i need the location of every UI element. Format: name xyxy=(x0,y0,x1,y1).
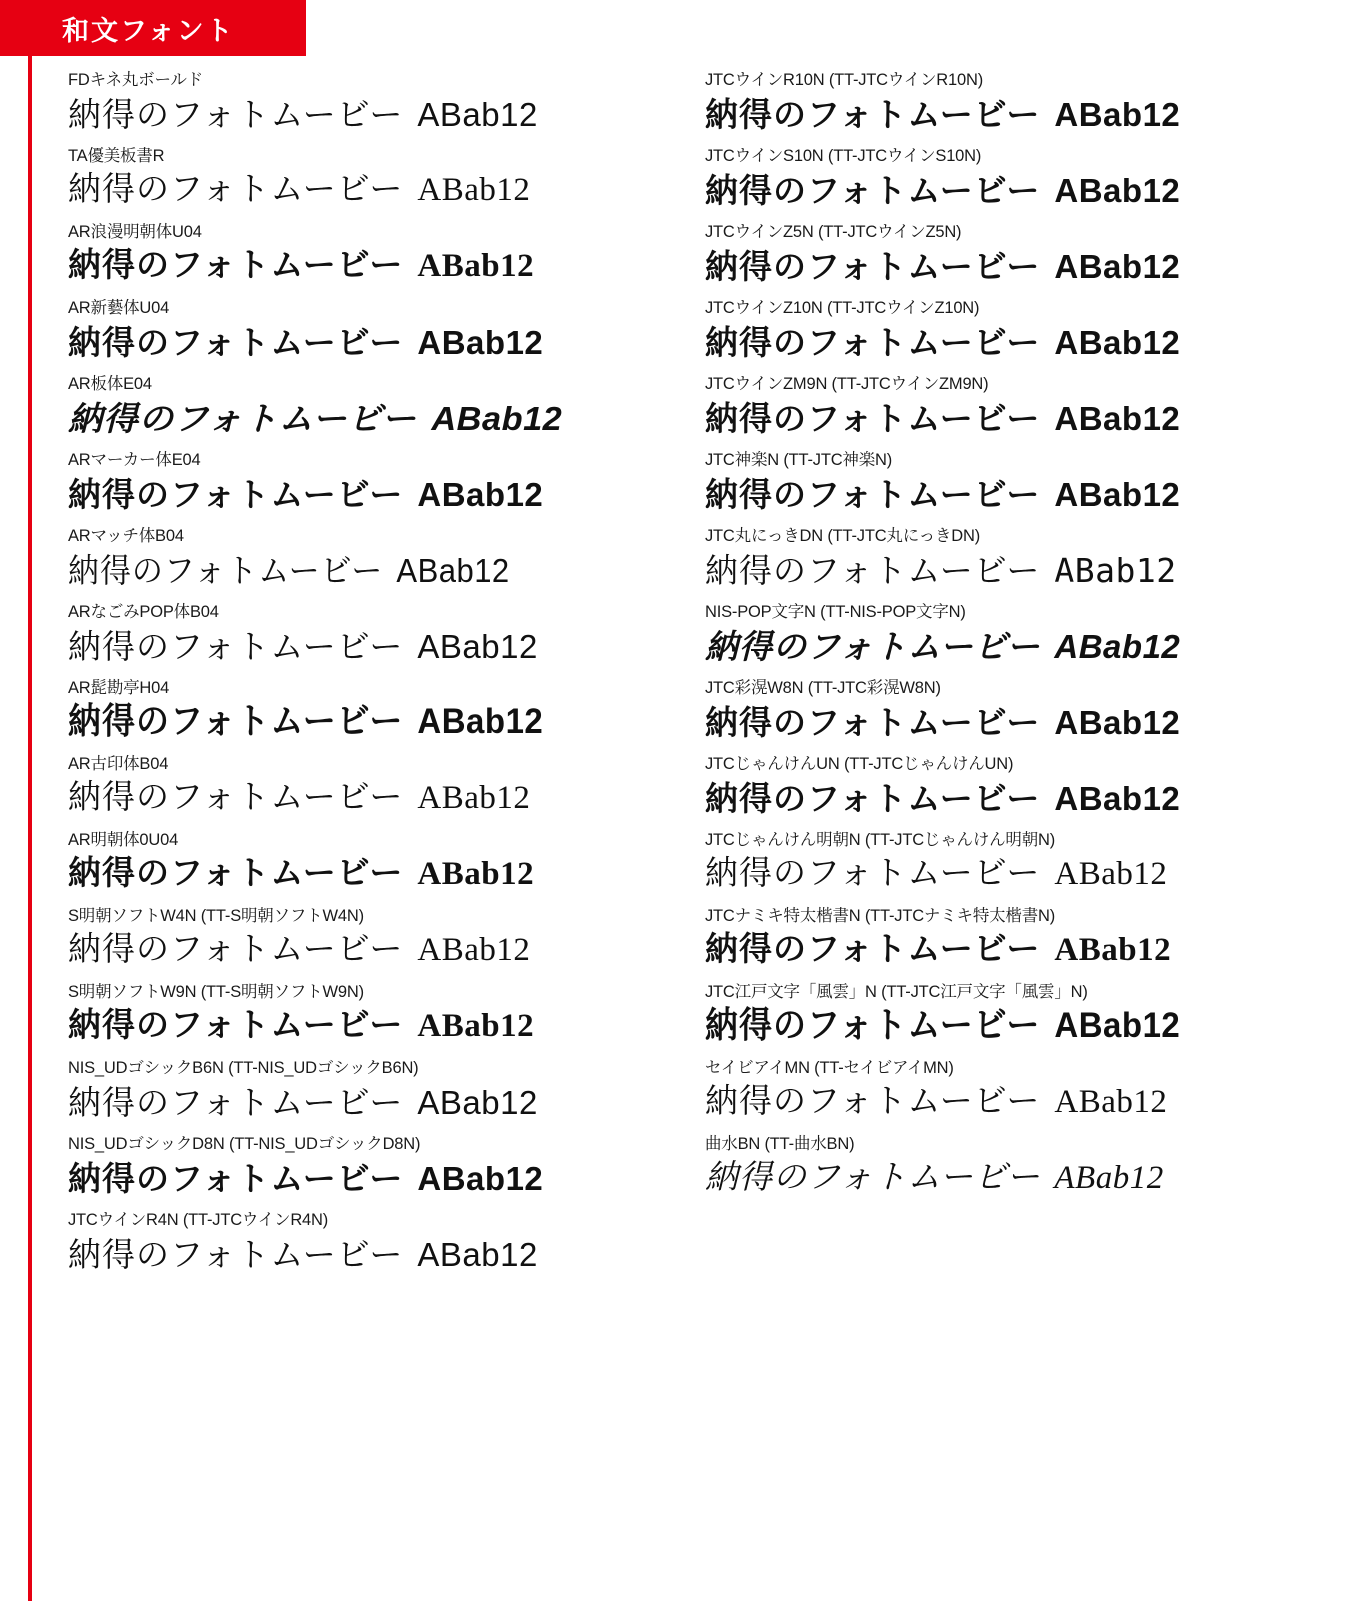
font-sample-entry xyxy=(705,982,1310,1049)
font-name-label: JTC神楽N (TT-JTC神楽N) xyxy=(705,450,893,469)
sample-japanese: 納得のフォトムービー xyxy=(68,1160,404,1198)
font-name-label: JTCナミキ特太楷書N (TT-JTCナミキ特太楷書N) xyxy=(705,906,1056,925)
sample-latin: ABab12 xyxy=(1054,628,1181,666)
font-sample-entry xyxy=(705,374,1310,441)
sample-latin: ABab12 xyxy=(417,172,531,209)
font-name-label: JTC丸にっきDN (TT-JTC丸にっきDN) xyxy=(705,526,981,545)
sample-latin: ABab12 xyxy=(396,552,510,590)
font-sample-entry xyxy=(705,70,1310,137)
font-name-label: S明朝ソフトW9N (TT-S明朝ソフトW9N) xyxy=(68,982,364,1001)
sample-japanese: 納得のフォトムービー xyxy=(68,932,404,969)
sample-japanese: 納得のフォトムービー xyxy=(705,1005,1041,1045)
font-column-right xyxy=(655,70,1310,1286)
sample-latin: ABab12 xyxy=(417,1084,538,1122)
font-name-label: JTC江戸文字「風雲」N (TT-JTC江戸文字「風雲」N) xyxy=(705,982,1088,1001)
sample-latin: ABab12 xyxy=(417,1160,544,1198)
font-sample-entry xyxy=(68,982,655,1049)
sample-latin: ABab12 xyxy=(1054,172,1181,210)
sample-latin: ABab12 xyxy=(417,324,544,362)
sample-japanese: 納得のフォトムービー xyxy=(705,856,1041,893)
sample-japanese: 納得のフォトムービー xyxy=(705,628,1041,666)
font-name-label: JTCウインZM9N (TT-JTCウインZM9N) xyxy=(705,374,989,393)
font-sample-entry xyxy=(68,830,655,897)
font-sample-entry xyxy=(68,1134,655,1201)
sample-japanese: 納得のフォトムービー xyxy=(68,552,384,590)
font-name-label: ARマッチ体B04 xyxy=(68,526,184,545)
font-sample-entry xyxy=(705,602,1310,669)
font-name-label: JTCウインZ5N (TT-JTCウインZ5N) xyxy=(705,222,962,241)
font-name-label: FDキネ丸ボールド xyxy=(68,71,204,89)
font-name-label: 曲水BN (TT-曲水BN) xyxy=(705,1134,855,1153)
sample-latin: ABab12 xyxy=(1054,248,1181,286)
font-sample-text xyxy=(705,473,1310,517)
font-sample-text xyxy=(68,1081,655,1125)
font-name-label: JTCウインZ10N (TT-JTCウインZ10N) xyxy=(705,298,980,317)
font-sample-text xyxy=(68,169,655,213)
sample-japanese: 納得のフォトムービー xyxy=(68,172,404,209)
section-header-label: 和文フォント xyxy=(62,15,235,46)
sample-japanese: 納得のフォトムービー xyxy=(705,1084,1041,1121)
font-name-label: JTCウインR4N (TT-JTCウインR4N) xyxy=(68,1210,329,1229)
font-sample-entry xyxy=(705,906,1310,973)
font-sample-text xyxy=(68,777,655,821)
sample-japanese: 納得のフォトムービー xyxy=(705,1160,1041,1197)
font-sample-entry xyxy=(68,70,655,137)
font-sample-text xyxy=(68,1233,655,1277)
font-name-label: NIS_UDゴシックD8N (TT-NIS_UDゴシックD8N) xyxy=(68,1134,421,1153)
font-sample-entry xyxy=(705,830,1310,897)
sample-japanese: 納得のフォトムービー xyxy=(705,476,1041,514)
font-sample-text xyxy=(68,397,562,441)
sample-latin: ABab12 xyxy=(1054,856,1168,893)
font-sample-text xyxy=(705,245,1310,289)
font-sample-entry xyxy=(705,450,1310,517)
sample-japanese: 納得のフォトムービー xyxy=(68,248,404,285)
sample-latin: ABab12 xyxy=(1054,780,1181,818)
sample-latin: ABab12 xyxy=(417,96,538,134)
sample-latin: ABab12 xyxy=(417,628,538,666)
font-name-label: JTCじゃんけんUN (TT-JTCじゃんけんUN) xyxy=(705,754,1014,773)
font-sample-text xyxy=(705,397,1310,441)
font-sample-entry xyxy=(68,906,655,973)
sample-japanese: 納得のフォトムービー xyxy=(705,704,1041,742)
font-sample-entry xyxy=(705,1058,1310,1125)
font-sample-entry xyxy=(705,526,1310,593)
font-sample-entry xyxy=(68,1058,655,1125)
sample-japanese: 納得のフォトムービー xyxy=(705,324,1041,362)
sample-latin: ABab12 xyxy=(417,780,531,817)
font-sample-text xyxy=(705,1002,1180,1049)
sample-japanese: 納得のフォトムービー xyxy=(705,248,1041,286)
font-sample-text xyxy=(68,625,655,669)
font-sample-entry xyxy=(68,146,655,213)
font-name-label: ARなごみPOP体B04 xyxy=(68,602,219,621)
font-sample-text xyxy=(68,93,655,137)
sample-latin: ABab12 xyxy=(1054,400,1181,438)
sample-japanese: 納得のフォトムービー xyxy=(705,172,1041,210)
font-sample-entry xyxy=(68,678,655,745)
sample-japanese: 納得のフォトムービー xyxy=(68,96,404,134)
font-sample-text xyxy=(68,245,655,289)
font-name-label: JTCウインS10N (TT-JTCウインS10N) xyxy=(705,146,982,165)
sample-latin: ABab12 xyxy=(417,1236,538,1274)
section-header-tag xyxy=(0,0,306,56)
font-name-label: NIS-POP文字N (TT-NIS-POP文字N) xyxy=(705,602,966,621)
font-sample-columns xyxy=(0,70,1360,1286)
sample-latin: ABab12 xyxy=(417,932,531,969)
font-name-label: JTCウインR10N (TT-JTCウインR10N) xyxy=(705,71,983,89)
font-sample-text xyxy=(705,1081,1310,1125)
font-sample-text xyxy=(68,549,510,593)
font-name-label: AR板体E04 xyxy=(68,374,152,393)
sample-japanese: 納得のフォトムービー xyxy=(705,932,1041,969)
sample-latin: ABab12 xyxy=(1054,704,1181,742)
sample-japanese: 納得のフォトムービー xyxy=(705,96,1041,134)
font-sample-text xyxy=(705,853,1310,897)
sample-latin: ABab12 xyxy=(1054,1084,1168,1121)
sample-japanese: 納得のフォトムービー xyxy=(68,1084,404,1122)
sample-latin: ABab12 xyxy=(1054,551,1177,591)
font-sample-entry xyxy=(705,678,1310,745)
sample-japanese: 納得のフォトムービー xyxy=(68,1236,404,1274)
font-sample-text xyxy=(705,777,1310,821)
font-sample-entry xyxy=(68,1210,655,1277)
font-name-label: TA優美板書R xyxy=(68,146,165,165)
font-sample-text xyxy=(705,625,1310,669)
font-name-label: AR古印体B04 xyxy=(68,754,169,773)
sample-japanese: 納得のフォトムービー xyxy=(705,400,1041,438)
font-name-label: AR明朝体0U04 xyxy=(68,830,179,849)
font-name-label: AR髭勘亭H04 xyxy=(68,678,170,697)
font-sample-text xyxy=(68,321,655,365)
font-sample-text xyxy=(705,321,1310,365)
font-name-label: NIS_UDゴシックB6N (TT-NIS_UDゴシックB6N) xyxy=(68,1058,419,1077)
font-sample-entry xyxy=(68,602,655,669)
sample-latin: ABab12 xyxy=(417,476,544,514)
font-name-label: AR浪漫明朝体U04 xyxy=(68,222,202,241)
sample-japanese: 納得のフォトムービー xyxy=(68,856,404,893)
sample-latin: ABab12 xyxy=(417,248,535,285)
font-sample-text xyxy=(705,1157,1310,1201)
font-sample-entry xyxy=(68,374,655,441)
font-sample-text xyxy=(68,929,655,973)
sample-latin: ABab12 xyxy=(431,400,563,438)
sample-latin: ABab12 xyxy=(1054,476,1181,514)
font-sample-entry xyxy=(705,754,1310,821)
font-sample-entry xyxy=(705,298,1310,365)
sample-japanese: 納得のフォトムービー xyxy=(68,1008,404,1045)
font-sample-text xyxy=(705,929,1310,973)
font-sample-entry xyxy=(68,222,655,289)
sample-latin: ABab12 xyxy=(1054,96,1181,134)
font-sample-text xyxy=(68,698,543,745)
sample-latin: ABab12 xyxy=(417,701,544,742)
font-sample-entry xyxy=(705,146,1310,213)
sample-japanese: 納得のフォトムービー xyxy=(68,780,404,817)
font-sample-text xyxy=(68,1157,655,1201)
font-sample-text xyxy=(705,93,1310,137)
font-name-label: AR新藝体U04 xyxy=(68,298,170,317)
sample-latin: ABab12 xyxy=(1054,932,1172,969)
font-sample-entry xyxy=(68,526,655,593)
sample-latin: ABab12 xyxy=(417,856,535,893)
sample-japanese: 納得のフォトムービー xyxy=(68,701,404,742)
font-sample-text xyxy=(705,549,1310,593)
font-name-label: セイビアイMN (TT-セイビアイMN) xyxy=(705,1058,954,1077)
font-sample-entry xyxy=(705,222,1310,289)
sample-japanese: 納得のフォトムービー xyxy=(705,551,1041,591)
sample-japanese: 納得のフォトムービー xyxy=(68,324,404,362)
sample-latin: ABab12 xyxy=(1054,1005,1181,1045)
font-name-label: S明朝ソフトW4N (TT-S明朝ソフトW4N) xyxy=(68,906,364,925)
font-sample-entry xyxy=(68,298,655,365)
font-column-left xyxy=(0,70,655,1286)
sample-latin: ABab12 xyxy=(417,1008,535,1045)
font-sample-text xyxy=(68,473,655,517)
sample-japanese: 納得のフォトムービー xyxy=(68,476,404,514)
sample-latin: ABab12 xyxy=(1054,1160,1164,1197)
font-sample-entry xyxy=(705,1134,1310,1201)
sample-japanese: 納得のフォトムービー xyxy=(68,400,417,438)
font-name-label: JTC彩滉W8N (TT-JTC彩滉W8N) xyxy=(705,678,941,697)
font-name-label: JTCじゃんけん明朝N (TT-JTCじゃんけん明朝N) xyxy=(705,830,1056,849)
sample-japanese: 納得のフォトムービー xyxy=(705,780,1041,818)
font-sample-entry xyxy=(68,754,655,821)
font-sample-text xyxy=(705,701,1310,745)
font-name-label: ARマーカー体E04 xyxy=(68,450,201,469)
sample-latin: ABab12 xyxy=(1054,324,1181,362)
font-sample-text xyxy=(68,853,655,897)
font-sample-text xyxy=(68,1005,655,1049)
sample-japanese: 納得のフォトムービー xyxy=(68,628,404,666)
font-sample-text xyxy=(705,169,1310,213)
font-sample-entry xyxy=(68,450,655,517)
